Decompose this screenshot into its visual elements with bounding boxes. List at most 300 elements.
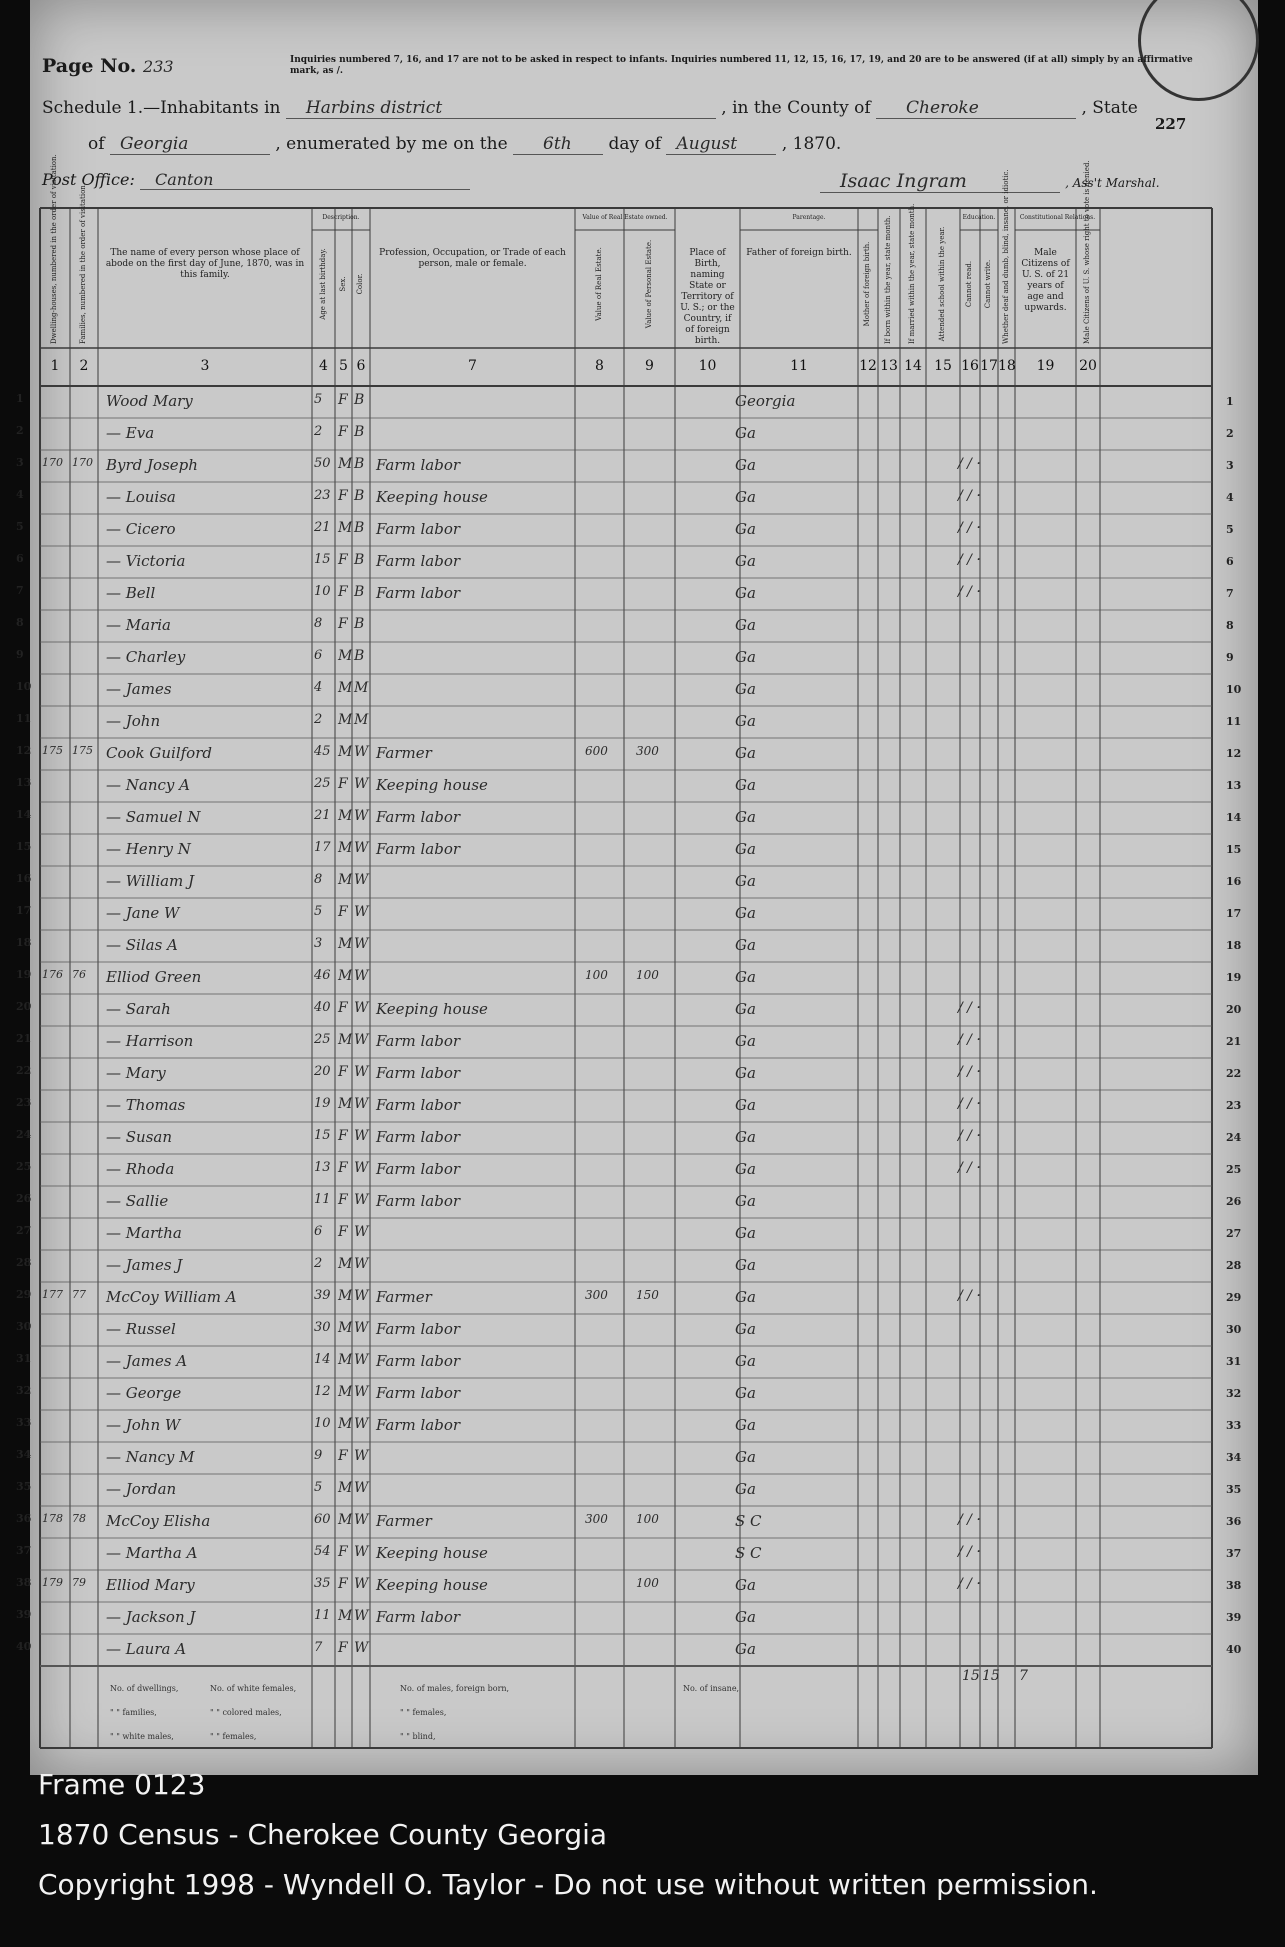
cell-color: W [354,1032,369,1048]
caption-copyright: Copyright 1998 - Wyndell O. Taylor - Do not use without written permission. [38,1868,1098,1901]
cell-sex: M [338,680,353,696]
cell-marks: / / · [958,1512,981,1528]
line-number-left: 19 [16,968,32,981]
cell-name: — John W [106,1416,181,1434]
column-number-3: 3 [200,358,210,374]
cell-sex: F [338,584,348,600]
table-row [16,578,1234,610]
state-line [88,134,841,155]
cell-name: — Nancy M [106,1448,195,1466]
cell-dw: 170 [42,456,63,469]
cell-age: 6 [314,648,323,663]
summary-count-b: 15 [982,1668,1000,1684]
cell-birth: Ga [735,744,756,762]
cell-color: M [354,712,369,728]
day-value: 6th [513,134,603,155]
line-number-right: 8 [1226,619,1234,632]
cell-fam: 79 [72,1576,86,1589]
cell-name: Byrd Joseph [106,456,198,474]
cell-sex: F [338,616,348,632]
cell-color: W [354,1128,369,1144]
line-number-left: 7 [16,584,24,597]
marshal-label: , Ass't Marshal. [1065,176,1160,190]
summary-families: " " families, [110,1708,157,1717]
cell-occ: Farm labor [376,456,461,474]
table-row [16,866,1242,898]
cell-sex: M [338,1032,353,1048]
cell-fam: 76 [72,968,86,981]
column-header-11: Father of foreign birth. [746,248,852,258]
cell-occ: Farm labor [376,1352,461,1370]
cell-sex: F [338,1576,348,1592]
cell-birth: Ga [735,424,756,442]
table-row [16,1186,1242,1218]
cell-name: — Nancy A [106,776,190,794]
line-number-left: 27 [16,1224,32,1237]
line-number-left: 6 [16,552,24,565]
column-number-5: 5 [339,358,348,374]
cell-color: W [354,1448,369,1464]
cell-birth: Ga [735,1160,756,1178]
cell-color: W [354,1224,369,1240]
table-row [16,386,1234,418]
table-row [16,1634,1242,1666]
summary-colored-males: " " colored males, [210,1708,282,1717]
schedule-line [42,98,1138,119]
cell-real: 300 [585,1512,608,1526]
column-header-17: Cannot write. [984,259,992,309]
cell-age: 60 [314,1512,331,1527]
cell-sex: F [338,776,348,792]
cell-birth: Ga [735,872,756,890]
column-number-11: 11 [790,358,808,374]
line-number-right: 31 [1226,1355,1242,1368]
cell-name: — Charley [106,648,186,666]
cell-dw: 177 [42,1288,63,1301]
cell-color: B [354,552,365,568]
caption-title: 1870 Census - Cherokee County Georgia [38,1818,608,1851]
column-number-20: 20 [1079,358,1097,374]
table-row [16,1602,1242,1634]
cell-occ: Farm labor [376,1192,461,1210]
cell-color: W [354,936,369,952]
seal-stamp [1138,0,1259,101]
table-row [16,1314,1242,1346]
cell-sex: M [338,1416,353,1432]
cell-birth: Ga [735,1064,756,1082]
line-number-right: 19 [1226,971,1242,984]
cell-name: — Laura A [106,1640,187,1658]
line-number-left: 26 [16,1192,32,1205]
cell-age: 46 [314,968,331,983]
cell-sex: M [338,936,353,952]
cell-sex: M [338,1256,353,1272]
cell-name: — James A [106,1352,188,1370]
cell-pers: 150 [636,1288,659,1302]
cell-pers: 300 [636,744,659,758]
line-number-right: 34 [1226,1451,1242,1464]
cell-marks: / / · [958,1544,981,1560]
group-header-constitutional: Constitutional Relations. [1019,214,1096,221]
line-number-right: 26 [1226,1195,1242,1208]
table-row [16,1538,1242,1570]
summary-dwellings: No. of dwellings, [110,1684,179,1693]
line-number-left: 37 [16,1544,32,1557]
cell-occ: Farm labor [376,840,461,858]
cell-name: — William J [106,872,195,890]
column-number-8: 8 [595,358,604,374]
cell-color: B [354,520,365,536]
table-row [16,1410,1242,1442]
table-row [16,514,1234,546]
table-row [16,1346,1242,1378]
cell-name: — George [106,1384,182,1402]
column-header-13: If born within the year, state month. [884,215,892,344]
cell-birth: Ga [735,1000,756,1018]
line-number-right: 33 [1226,1419,1242,1432]
cell-birth: Ga [735,1416,756,1434]
cell-age: 2 [314,1256,323,1271]
table-row [16,1122,1242,1154]
cell-age: 5 [314,1480,323,1495]
cell-color: W [354,1064,369,1080]
cell-sex: F [338,1160,348,1176]
line-number-left: 32 [16,1384,32,1397]
line-number-left: 10 [16,680,32,693]
line-number-left: 30 [16,1320,32,1333]
cell-sex: F [338,1544,348,1560]
cell-name: — Sarah [106,1000,171,1018]
cell-age: 15 [314,552,331,567]
line-number-right: 29 [1226,1291,1242,1304]
column-header-5: Sex. [338,276,347,292]
line-number-left: 15 [16,840,32,853]
cell-marks: / / · [958,584,981,600]
enumerated-label: , enumerated by me on the [275,134,508,154]
cell-sex: F [338,392,348,408]
line-number-left: 24 [16,1128,32,1141]
line-number-left: 38 [16,1576,32,1589]
cell-sex: M [338,1320,353,1336]
table-row [16,770,1242,802]
line-number-right: 20 [1226,1003,1242,1016]
cell-birth: Ga [735,1640,756,1658]
cell-marks: / / · [958,552,981,568]
cell-occ: Keeping house [376,488,488,506]
column-header-7: Profession, Occupation, or Trade of each person, male or female. [379,248,566,269]
line-number-right: 9 [1226,651,1234,664]
cell-birth: Ga [735,1576,756,1594]
cell-sex: M [338,1480,353,1496]
line-number-right: 24 [1226,1131,1242,1144]
cell-fam: 175 [72,744,93,757]
post-office-line [42,170,470,190]
line-number-right: 11 [1226,715,1242,728]
cell-name: — Martha A [106,1544,198,1562]
cell-name: Elliod Green [106,968,202,986]
line-number-right: 1 [1226,395,1234,408]
cell-marks: / / · [958,1576,981,1592]
cell-age: 8 [314,616,323,631]
cell-age: 50 [314,456,331,471]
cell-real: 100 [585,968,608,982]
summary-white-males: " " white males, [110,1732,174,1741]
column-number-4: 4 [319,358,328,374]
line-number-right: 6 [1226,555,1234,568]
cell-age: 13 [314,1160,331,1175]
table-row [16,674,1242,706]
cell-occ: Farm labor [376,520,461,538]
table-row [16,1378,1242,1410]
cell-occ: Keeping house [376,1576,488,1594]
cell-birth: Ga [735,488,756,506]
cell-age: 12 [314,1384,331,1399]
table-row [16,1058,1242,1090]
column-header-19: Male Citizens of U. S. of 21 years of age and upwards. [1021,248,1070,313]
line-number-right: 12 [1226,747,1242,760]
cell-birth: Ga [735,1352,756,1370]
cell-occ: Farm labor [376,1384,461,1402]
cell-name: — Russel [106,1320,176,1338]
line-number-left: 17 [16,904,32,917]
cell-occ: Farm labor [376,1608,461,1626]
cell-marks: / / · [958,1288,981,1304]
summary-white-females: No. of white females, [210,1684,297,1693]
cell-birth: Ga [735,968,756,986]
column-header-4: Age at last birthday. [318,248,327,320]
cell-age: 3 [314,936,323,951]
cell-sex: F [338,1192,348,1208]
caption-frame: Frame 0123 [38,1768,206,1801]
table-row [16,418,1234,450]
year-value: , 1870. [781,134,842,154]
line-number-right: 39 [1226,1611,1242,1624]
column-header-12: Mother of foreign birth. [863,241,871,327]
line-number-right: 30 [1226,1323,1242,1336]
cell-birth: Ga [735,1320,756,1338]
cell-age: 25 [314,1032,331,1047]
cell-age: 14 [314,1352,331,1367]
cell-occ: Farm labor [376,1032,461,1050]
table-row [16,1570,1242,1602]
cell-sex: F [338,1448,348,1464]
cell-name: Cook Guilford [106,744,212,762]
table-row [16,1282,1242,1314]
cell-age: 19 [314,1096,331,1111]
line-number-left: 36 [16,1512,32,1525]
cell-age: 40 [314,1000,331,1015]
line-number-right: 10 [1226,683,1242,696]
cell-marks: / / · [958,1000,981,1016]
column-header-14: If married within the year, state month. [908,203,916,344]
table-row [16,802,1242,834]
cell-name: — Jane W [106,904,180,922]
line-number-left: 1 [16,392,24,405]
cell-occ: Farm labor [376,1064,461,1082]
cell-name: — Silas A [106,936,178,954]
cell-sex: M [338,1512,353,1528]
table-row [16,1026,1242,1058]
cell-color: M [354,680,369,696]
cell-birth: Ga [735,680,756,698]
line-number-left: 23 [16,1096,32,1109]
group-header-education: Education. [962,214,996,221]
table-row [16,834,1242,866]
table-row [16,1154,1242,1186]
line-number-right: 36 [1226,1515,1242,1528]
cell-birth: Ga [735,1096,756,1114]
cell-color: W [354,776,369,792]
line-number-right: 22 [1226,1067,1242,1080]
cell-color: B [354,456,365,472]
line-number-left: 8 [16,616,24,629]
cell-occ: Farm labor [376,1416,461,1434]
table-row [16,642,1234,674]
column-number-10: 10 [698,358,717,374]
cell-fam: 170 [72,456,93,469]
column-number-6: 6 [356,358,366,374]
column-header-16: Cannot read. [965,260,973,308]
cell-name: — Martha [106,1224,182,1242]
cell-pers: 100 [636,968,659,982]
county-label: , in the County of [721,98,871,118]
cell-sex: M [338,1384,353,1400]
cell-dw: 179 [42,1576,63,1589]
cell-sex: M [338,840,353,856]
cell-sex: M [338,744,353,760]
line-number-left: 16 [16,872,32,885]
summary-count-a: 15 [962,1668,980,1684]
table-row [16,930,1242,962]
column-header-8: Value of Real Estate. [594,247,603,321]
line-number-left: 13 [16,776,32,789]
cell-dw: 178 [42,1512,63,1525]
cell-name: Wood Mary [106,392,193,410]
table-row [16,994,1242,1026]
line-number-left: 25 [16,1160,32,1173]
cell-sex: F [338,488,348,504]
table-row [16,482,1234,514]
cell-color: B [354,488,365,504]
cell-sex: M [338,1288,353,1304]
cell-occ: Farmer [376,744,432,762]
line-number-right: 35 [1226,1483,1242,1496]
cell-sex: M [338,1096,353,1112]
cell-birth: Ga [735,1384,756,1402]
cell-color: W [354,1576,369,1592]
cell-age: 30 [314,1320,331,1335]
table-row [16,706,1242,738]
line-number-right: 18 [1226,939,1242,952]
cell-marks: / / · [958,488,981,504]
table-row [16,450,1234,482]
cell-age: 6 [314,1224,323,1239]
cell-age: 54 [314,1544,331,1559]
cell-sex: F [338,1000,348,1016]
column-header-3: The name of every person whose place of abode on the first day of June, 1870, was in this family. [105,248,305,280]
cell-sex: M [338,648,353,664]
cell-age: 2 [314,712,323,727]
line-number-right: 2 [1226,427,1234,440]
line-number-left: 33 [16,1416,32,1429]
cell-color: W [354,1352,369,1368]
cell-color: W [354,1512,369,1528]
column-header-18: Whether deaf and dumb, blind, insane, or idiotic. [1001,169,1010,344]
column-header-2: Families, numbered in the order of visitation. [79,182,87,344]
cell-age: 21 [314,808,331,823]
cell-color: W [354,1480,369,1496]
cell-age: 39 [314,1288,331,1303]
cell-name: — Samuel N [106,808,201,826]
line-number-right: 27 [1226,1227,1242,1240]
cell-birth: Ga [735,1128,756,1146]
cell-color: B [354,648,365,664]
instructions-notice: Inquiries numbered 7, 16, and 17 are not to be asked in respect to infants. Inquiries numbered 11, 12, 15, 16, 17, 19, and 20 are to be answered (if at all) simply by an affirmative mark, as /. [290,55,1193,76]
marshal-name: Isaac Ingram [820,170,1060,193]
cell-birth: Ga [735,1608,756,1626]
line-number-right: 38 [1226,1579,1242,1592]
cell-birth: S C [735,1544,762,1562]
cell-sex: F [338,1064,348,1080]
cell-age: 25 [314,776,331,791]
cell-name: — Bell [106,584,156,602]
table-row [16,1442,1242,1474]
cell-name: McCoy Elisha [106,1512,211,1530]
cell-occ: Farmer [376,1512,432,1530]
cell-sex: M [338,872,353,888]
cell-birth: Ga [735,616,756,634]
state-value: Georgia [110,134,270,155]
table-row [16,546,1234,578]
cell-birth: Ga [735,776,756,794]
schedule-label: Schedule 1.—Inhabitants in [42,98,281,118]
cell-sex: M [338,712,353,728]
cell-sex: M [338,520,353,536]
table-row [16,1218,1242,1250]
column-header-1: Dwelling-houses, numbered in the order of visitation. [50,154,58,344]
cell-marks: / / · [958,520,981,536]
column-header-9: Value of Personal Estate. [644,239,653,329]
cell-age: 7 [314,1640,323,1655]
table-row [16,1090,1242,1122]
cell-marks: / / · [958,1032,981,1048]
line-number-right: 16 [1226,875,1242,888]
cell-occ: Farm labor [376,1096,461,1114]
cell-age: 5 [314,904,323,919]
line-number-left: 34 [16,1448,32,1461]
cell-name: — Rhoda [106,1160,175,1178]
cell-birth: Ga [735,456,756,474]
cell-occ: Farm labor [376,584,461,602]
line-number-right: 5 [1226,523,1234,536]
post-office-value: Canton [140,170,470,190]
line-number-left: 3 [16,456,24,469]
line-number-left: 31 [16,1352,32,1365]
cell-birth: Ga [735,808,756,826]
page-label: Page No. [42,55,137,77]
cell-age: 4 [314,680,323,695]
summary-colored-females: " " females, [210,1732,257,1741]
line-number-right: 15 [1226,843,1242,856]
cell-occ: Farm labor [376,1320,461,1338]
cell-age: 10 [314,584,331,599]
cell-sex: M [338,1352,353,1368]
summary-females: " " females, [400,1708,447,1717]
line-number-left: 14 [16,808,32,821]
cell-age: 2 [314,424,323,439]
line-number-right: 21 [1226,1035,1242,1048]
cell-pers: 100 [636,1576,659,1590]
